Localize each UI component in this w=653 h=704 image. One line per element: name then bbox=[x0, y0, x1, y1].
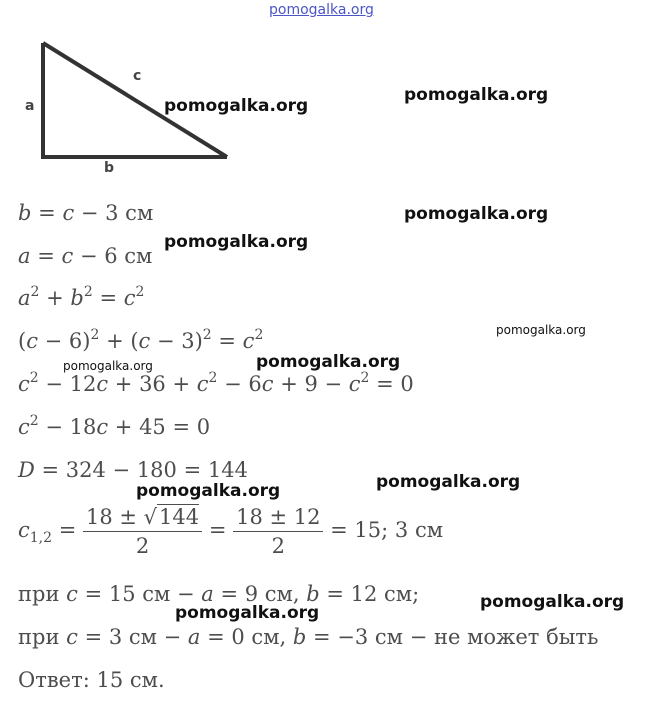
roots-fraction-2: $\frac{18 \pm 12}{2}$ bbox=[233, 505, 323, 558]
watermark-6: pomogalka.org bbox=[63, 359, 153, 373]
watermark-3: pomogalka.org bbox=[404, 204, 549, 224]
equation-b: b = c − 3 см bbox=[18, 201, 154, 225]
watermark-4: pomogalka.org bbox=[164, 232, 309, 252]
watermark-5: pomogalka.org bbox=[496, 323, 586, 337]
roots-fraction-1: $\frac{18 \pm √144}{2}$ bbox=[83, 505, 202, 558]
case-c-3: при c = 3 см − a = 0 см, b = −3 см − не может быть bbox=[18, 625, 599, 649]
watermark-1: pomogalka.org bbox=[164, 96, 309, 116]
equation-expanded: $c^2 - 12c + 36 + c^2 - 6c + 9 - c^2 = 0$ bbox=[18, 370, 414, 396]
case-c-15: при c = 15 см − a = 9 см, b = 12 см; bbox=[18, 582, 420, 606]
watermark-11: pomogalka.org bbox=[175, 603, 320, 623]
equation-discriminant: D = 324 − 180 = 144 bbox=[18, 458, 248, 482]
equation-substitution: $(c - 6)^2 + (c - 3)^2 = c^2$ bbox=[18, 327, 264, 353]
watermark-2: pomogalka.org bbox=[404, 85, 549, 105]
equation-pythagoras: $a^2 + b^2 = c^2$ bbox=[18, 284, 145, 310]
side-b-label: b bbox=[104, 160, 115, 176]
side-c-label: c bbox=[133, 68, 142, 84]
equation-roots: $c_{1,2}$ = $\frac{18 \pm √144}{2}$ = $\frac{18 \pm 12}{2}$ = 15; 3 см bbox=[18, 505, 444, 558]
answer-line: Ответ: 15 см. bbox=[18, 668, 165, 692]
equation-quadratic: $c^2 - 18c + 45 = 0$ bbox=[18, 413, 211, 439]
watermark-7: pomogalka.org bbox=[256, 352, 401, 372]
watermark-10: pomogalka.org bbox=[480, 592, 625, 612]
equation-a: a = c − 6 см bbox=[18, 244, 153, 268]
watermark-8: pomogalka.org bbox=[376, 472, 521, 492]
side-a-label: a bbox=[25, 98, 35, 114]
right-triangle-figure bbox=[0, 0, 260, 190]
top-watermark-link: pomogalka.org bbox=[269, 2, 374, 18]
watermark-9: pomogalka.org bbox=[136, 481, 281, 501]
